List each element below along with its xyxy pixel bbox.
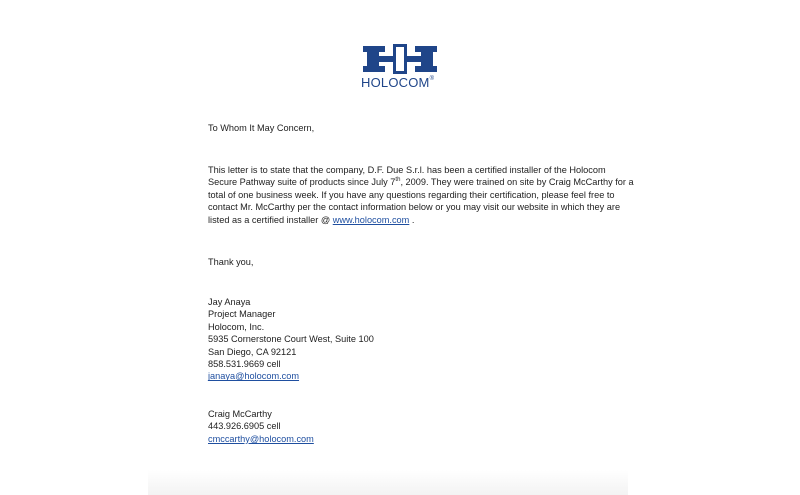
body-line: total of one business week. If you have any questions regarding their certification, please feel free to — [208, 189, 615, 200]
signer-title: Project Manager — [208, 309, 276, 320]
signer-phone: 443.926.6905 cell — [208, 421, 281, 432]
body-line: listed as a certified installer @ www.holocom.com . — [208, 214, 415, 225]
body-line: This letter is to state that the company, D.F. Due S.r.l. has been a certified installer of the Holocom — [208, 165, 606, 175]
holocom-wordmark: HOLOCOM® — [361, 75, 435, 90]
body-line: contact Mr. McCarthy per the contact information below or you may visit our website in which they are — [208, 202, 621, 213]
page-bottom-edge — [148, 470, 628, 495]
holocom-logo-mark — [363, 44, 437, 74]
signer-phone: 858.531.9669 cell — [208, 359, 281, 370]
letter-body — [208, 164, 634, 226]
closing: Thank you, — [208, 257, 254, 267]
signer-email-link[interactable]: janaya@holocom.com — [208, 371, 300, 382]
signer-name: Craig McCarthy — [208, 409, 272, 419]
signature-block-jay-anaya — [208, 296, 374, 383]
signer-company: Holocom, Inc. — [208, 321, 265, 332]
signature-block-craig-mccarthy — [208, 408, 314, 445]
salutation: To Whom It May Concern, — [208, 123, 315, 133]
signer-address-line-1: 5935 Cornerstone Court West, Suite 100 — [208, 334, 374, 345]
signer-email-link[interactable]: cmccarthy@holocom.com — [208, 433, 314, 444]
website-link[interactable]: www.holocom.com — [332, 214, 410, 225]
signer-address-line-2: San Diego, CA 92121 — [208, 346, 297, 357]
holocom-logo — [355, 44, 445, 94]
body-line: Secure Pathway suite of products since July 7th, 2009. They were trained on site by Craig McCarthy for a — [208, 177, 634, 188]
signer-name: Jay Anaya — [208, 297, 251, 307]
